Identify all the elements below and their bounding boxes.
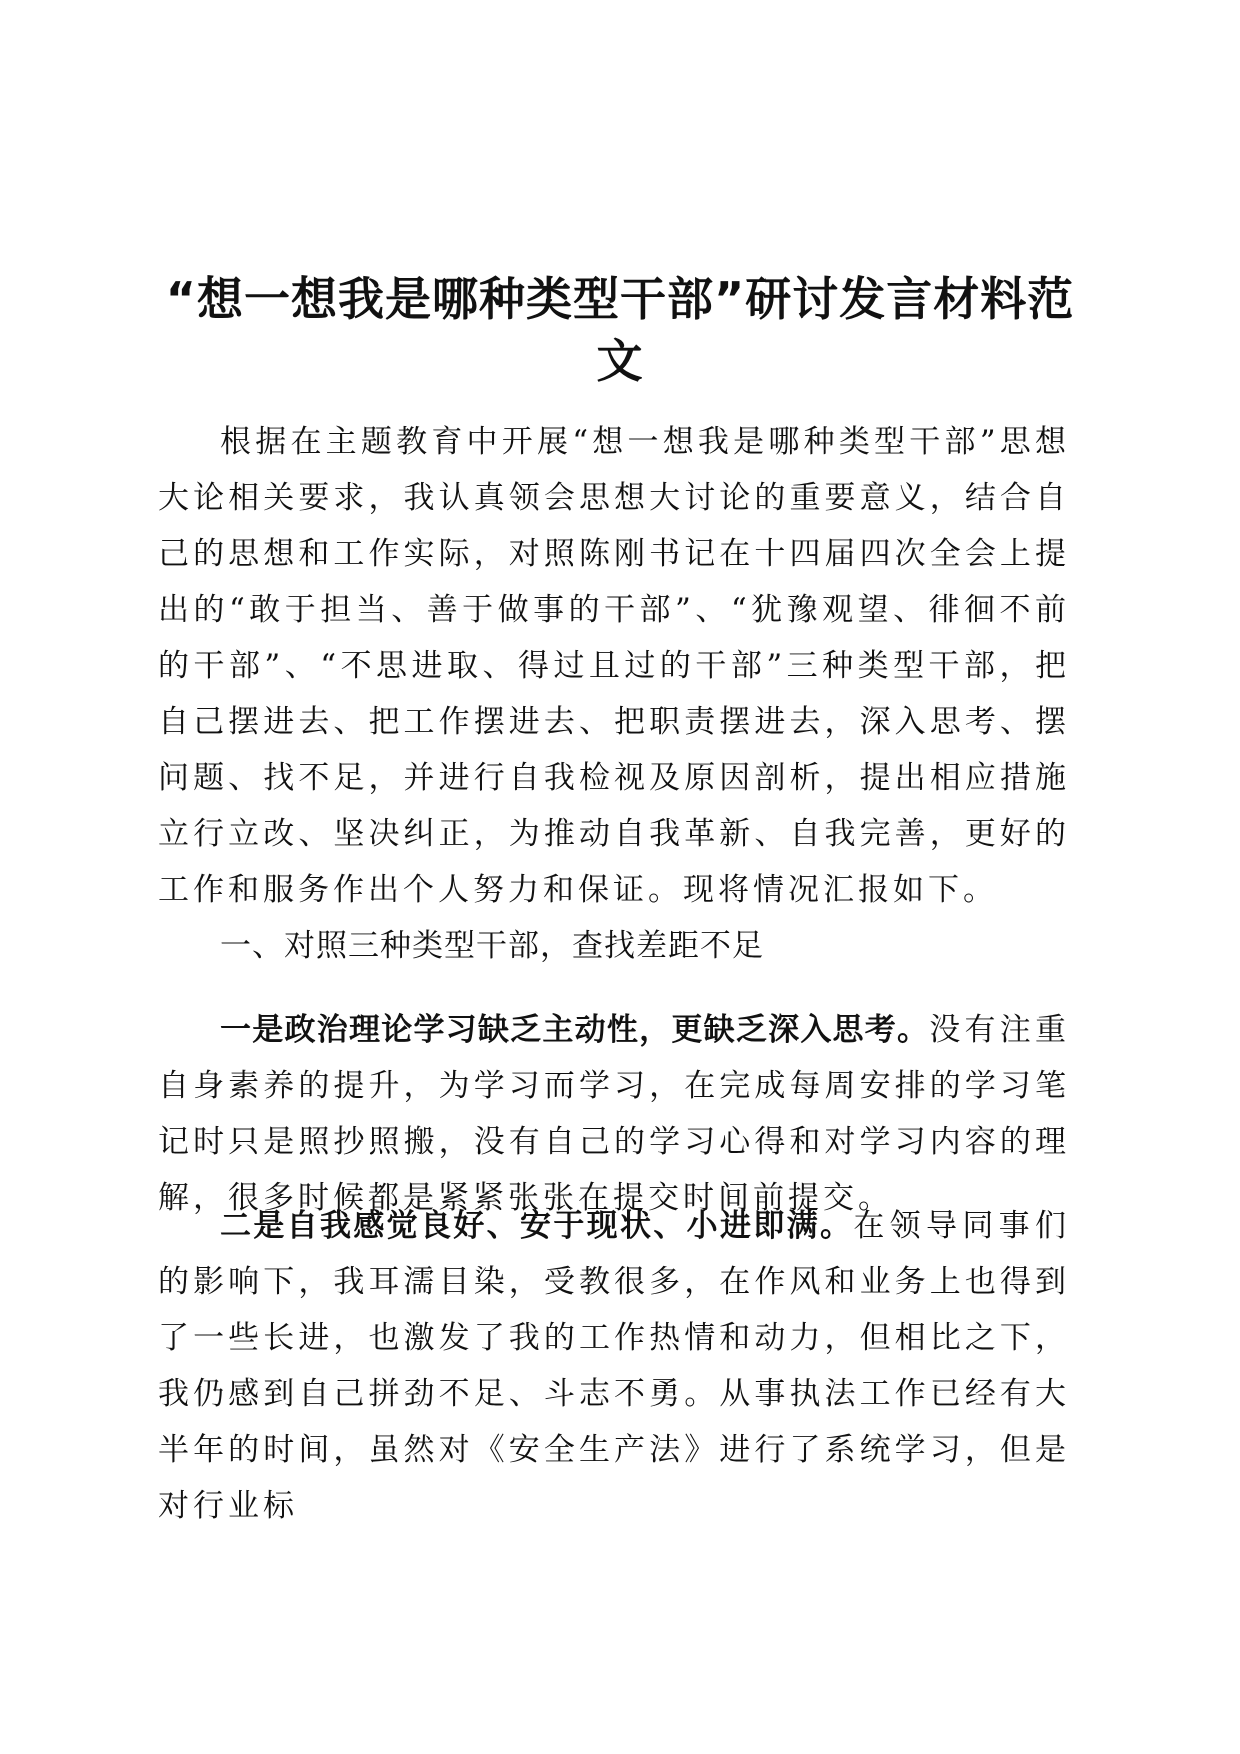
point-one-lead: 一是政治理论学习缺乏主动性，更缺乏深入思考。 (220, 1012, 930, 1048)
section-heading: 一、对照三种类型干部，查找差距不足 (220, 928, 764, 964)
point-one-text: 没有注重自身素养的提升，为学习而学习，在完成每周安排的学习笔记时只是照抄照搬，没有自己的学习心得和对学习内容的理解，很多时候都是紧紧张张在提交时间前提交。 (158, 1012, 1071, 1216)
document-title: “想一想我是哪种类型干部”研讨发言材料范文 (165, 272, 1075, 388)
point-two-paragraph (158, 1198, 1070, 1534)
intro-paragraph: 根据在主题教育中开展“想一想我是哪种类型干部”思想大论相关要求，我认真领会思想大讨论的重要意义，结合自己的思想和工作实际，对照陈刚书记在十四届四次全会上提出的“敢于担当、善于做事的干部”、“犹豫观望、徘徊不前的干部”、“不思进取、得过且过的干部”三种类型干部，把自己摆进去、把工作摆进去、把职责摆进去，深入思考、摆问题、找不足，并进行自我检视及原因剖析，提出相应措施立行立改、坚决纠正，为推动自我革新、自我完善，更好的工作和服务作出个人努力和保证。现将情况汇报如下。 (158, 424, 1070, 908)
point-two-text: 在领导同事们的影响下，我耳濡目染，受教很多，在作风和业务上也得到了一些长进，也激发了我的工作热情和动力，但相比之下，我仍感到自己拼劲不足、斗志不勇。从事执法工作已经有大半年的时间，虽然对《安全生产法》进行了系统学习，但是对行业标 (158, 1208, 1071, 1524)
point-two-lead: 二是自我感觉良好、安于现状、小进即满。 (220, 1208, 854, 1244)
point-one-paragraph (158, 1002, 1070, 1226)
